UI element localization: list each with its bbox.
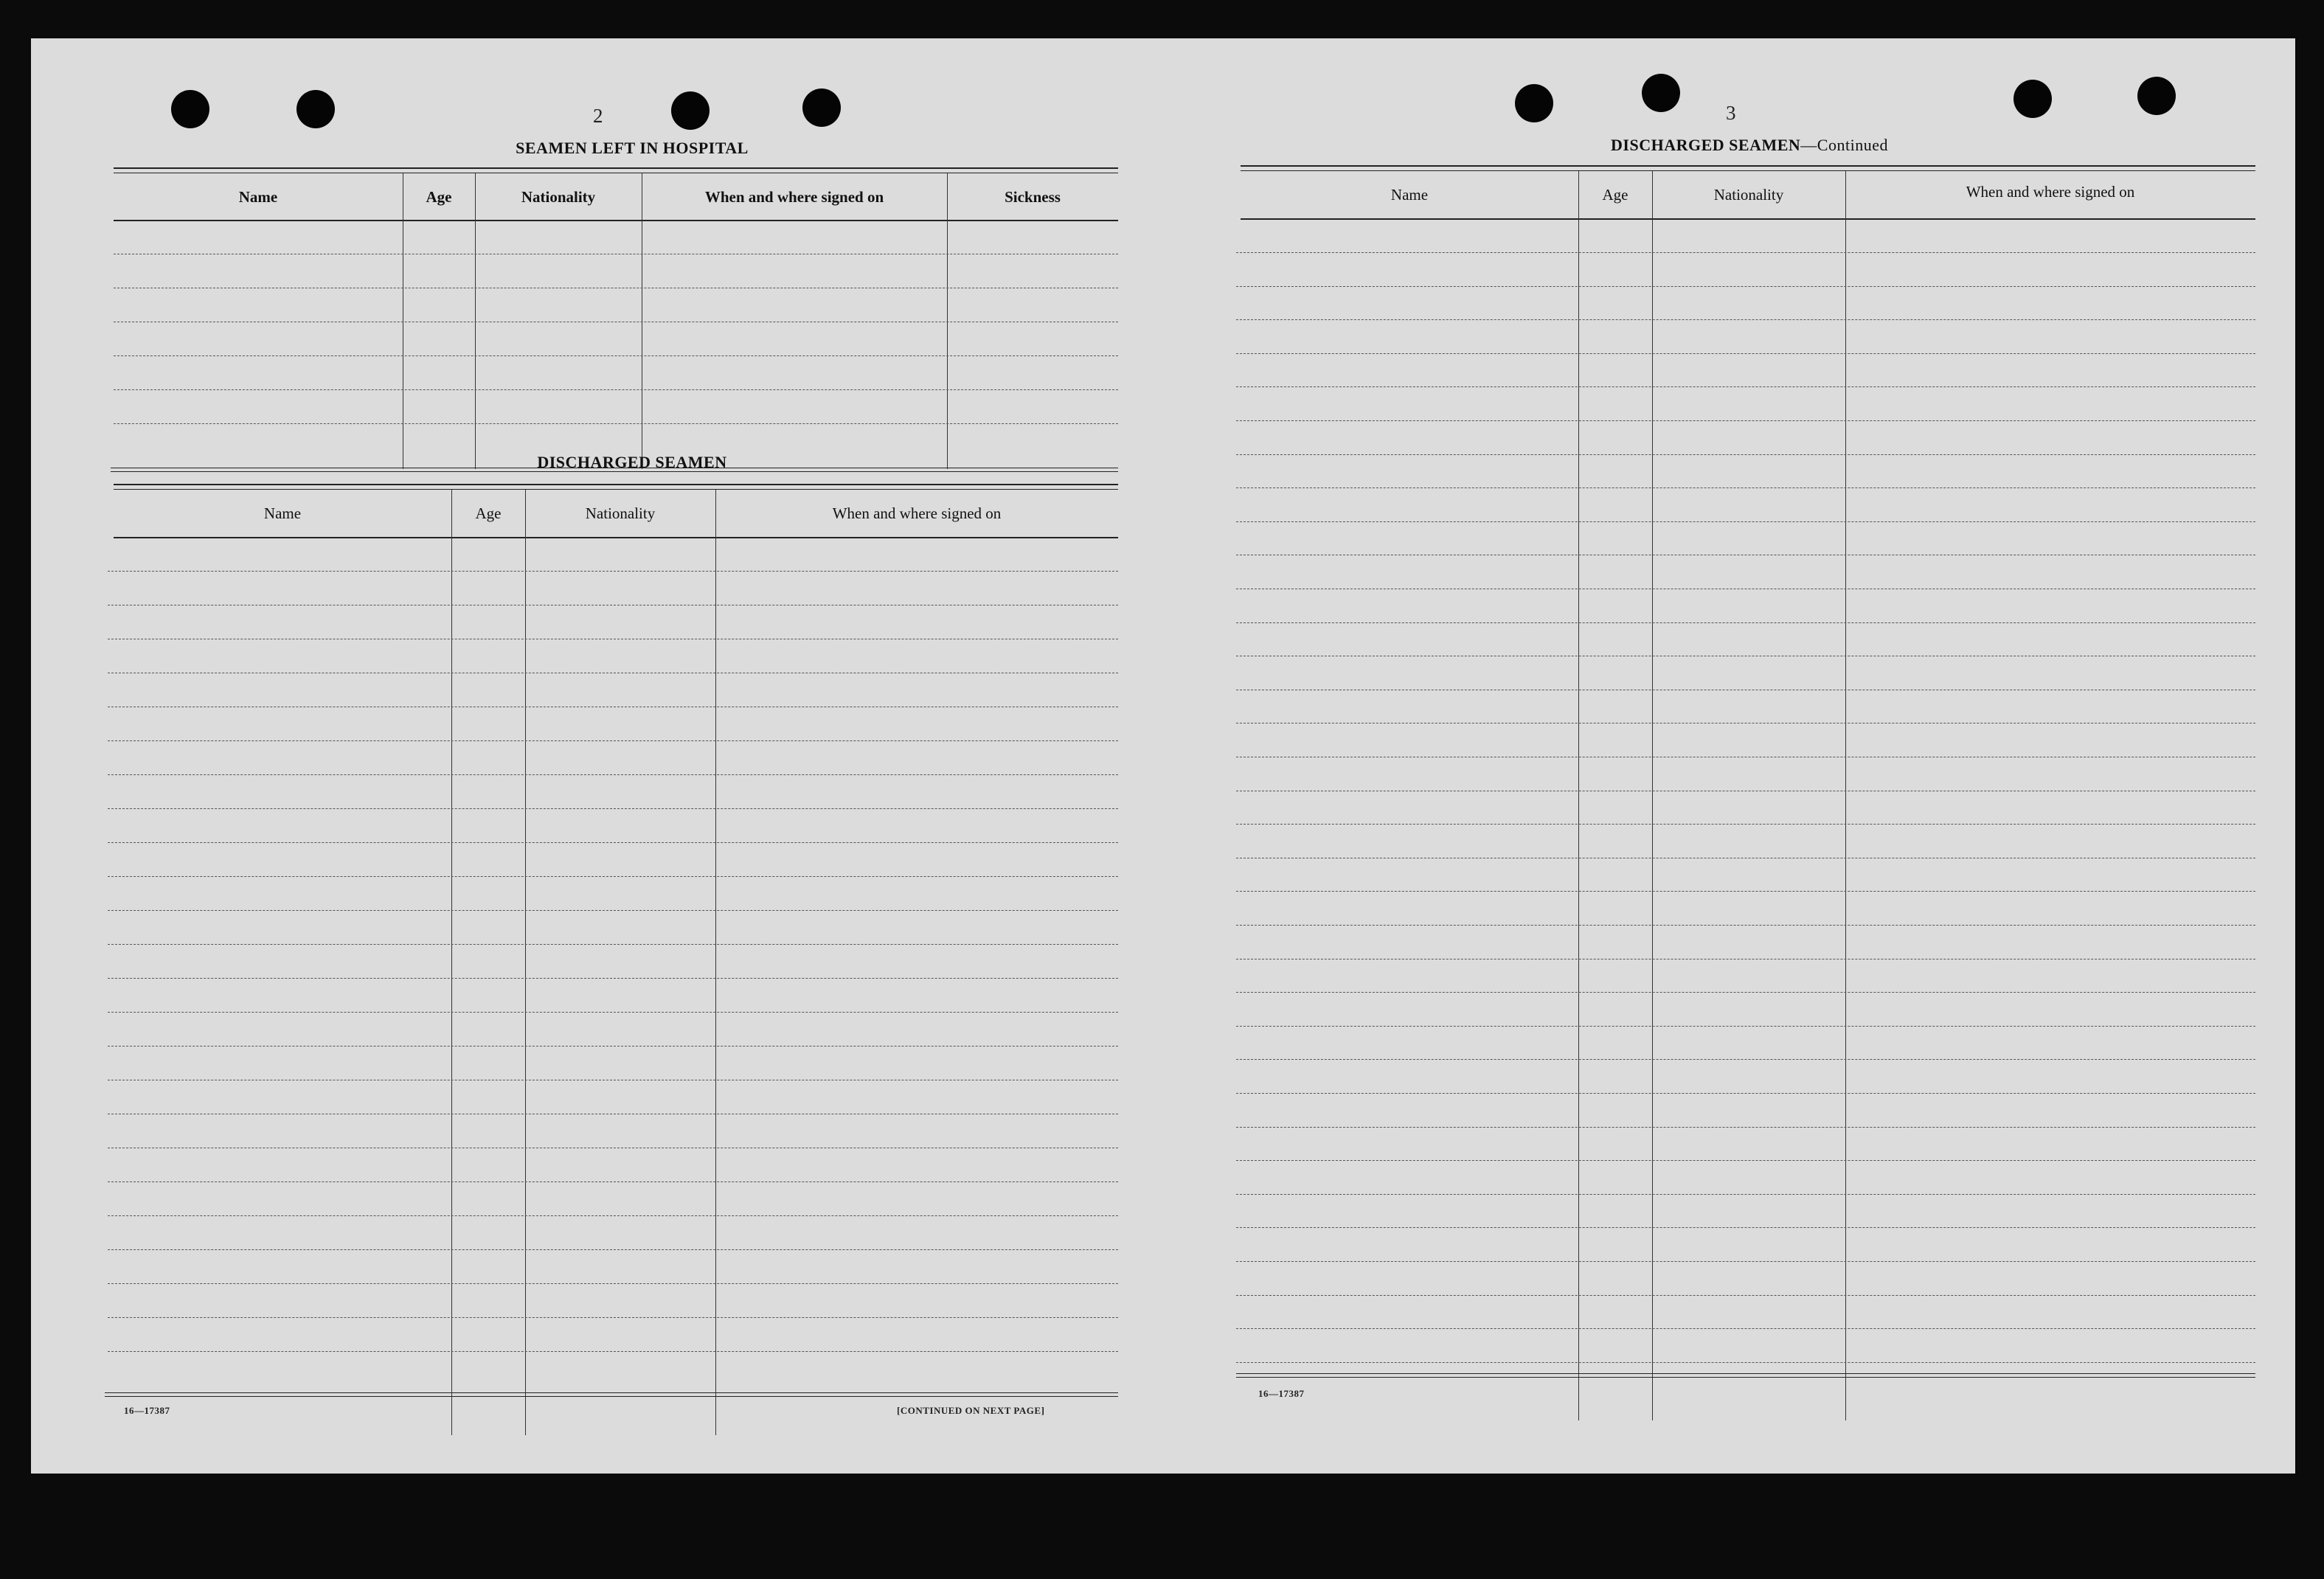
discharged-col-divider xyxy=(451,490,452,1435)
page-number-left: 2 xyxy=(593,105,603,127)
ruled-row-line xyxy=(1236,1026,2255,1027)
ruled-row-line xyxy=(1236,1227,2255,1228)
discharged-header-rule xyxy=(114,537,1118,538)
continued-note: [CONTINUED ON NEXT PAGE] xyxy=(897,1405,1045,1416)
discharged-col-signed-on: When and where signed on xyxy=(832,504,1002,522)
hospital-col-sickness: Sickness xyxy=(1005,188,1061,206)
right-section-title-suffix: —Continued xyxy=(1800,136,1888,154)
punch-hole xyxy=(171,90,209,128)
right-col-divider xyxy=(1845,171,1846,1420)
hospital-header-rule xyxy=(114,220,1118,221)
right-col-signed-on: When and where signed on xyxy=(1966,183,2135,201)
ruled-row-line xyxy=(114,389,1118,390)
ruled-row-line xyxy=(1236,1059,2255,1060)
ruled-row-line xyxy=(1236,1093,2255,1094)
right-header-rule xyxy=(1241,218,2255,220)
ruled-row-line xyxy=(1236,1160,2255,1161)
punch-hole xyxy=(296,90,335,128)
hospital-section-title: SEAMEN LEFT IN HOSPITAL xyxy=(516,139,749,157)
punch-hole xyxy=(802,89,841,127)
ruled-row-line xyxy=(1236,252,2255,253)
ruled-row-line xyxy=(108,1283,1118,1284)
ruled-row-line xyxy=(108,1215,1118,1216)
ruled-row-line xyxy=(108,876,1118,877)
ruled-row-line xyxy=(108,571,1118,572)
ruled-row-line xyxy=(1236,319,2255,320)
hospital-top-rule xyxy=(114,167,1118,173)
discharged-col-divider xyxy=(525,490,526,1435)
ruled-row-line xyxy=(108,808,1118,809)
discharged-col-age: Age xyxy=(475,504,502,522)
discharged-top-rule xyxy=(114,484,1118,490)
right-col-nationality: Nationality xyxy=(1713,186,1784,204)
form-code-right: 16—17387 xyxy=(1258,1388,1305,1399)
hospital-col-signed-on: When and where signed on xyxy=(704,188,884,206)
ruled-row-line xyxy=(1236,925,2255,926)
ruled-row-line xyxy=(1236,1127,2255,1128)
ruled-row-line xyxy=(108,1012,1118,1013)
discharged-col-name: Name xyxy=(263,504,302,522)
form-code-left: 16—17387 xyxy=(124,1405,170,1416)
ruled-row-line xyxy=(1236,891,2255,892)
ruled-row-line xyxy=(114,355,1118,356)
ruled-row-line xyxy=(108,842,1118,843)
ruled-row-line xyxy=(108,740,1118,741)
ruled-row-line xyxy=(108,1046,1118,1047)
right-bottom-rule xyxy=(1236,1373,2255,1378)
right-col-age: Age xyxy=(1602,186,1628,204)
ruled-row-line xyxy=(108,944,1118,945)
punch-hole xyxy=(671,91,710,130)
discharged-section-title: DISCHARGED SEAMEN xyxy=(537,453,727,471)
right-top-rule xyxy=(1241,165,2255,171)
right-col-divider xyxy=(1652,171,1653,1420)
page-number-right: 3 xyxy=(1726,102,1736,124)
ruled-row-line xyxy=(1236,1261,2255,1262)
ruled-row-line xyxy=(1236,454,2255,455)
hospital-col-nationality: Nationality xyxy=(521,188,596,206)
right-section-title xyxy=(1241,136,2258,155)
discharged-col-nationality: Nationality xyxy=(585,504,656,522)
ruled-row-line xyxy=(108,774,1118,775)
ruled-row-line xyxy=(1236,286,2255,287)
ruled-row-line xyxy=(108,910,1118,911)
ruled-row-line xyxy=(114,423,1118,424)
ruled-row-line xyxy=(108,1317,1118,1318)
hospital-col-name: Name xyxy=(238,188,278,206)
punch-hole xyxy=(1642,74,1680,112)
ruled-row-line xyxy=(1236,353,2255,354)
ruled-row-line xyxy=(108,978,1118,979)
ruled-row-line xyxy=(108,1181,1118,1182)
right-col-name: Name xyxy=(1390,186,1429,204)
ruled-row-line xyxy=(1236,622,2255,623)
ruled-row-line xyxy=(1236,1362,2255,1363)
right-section-title-main: DISCHARGED SEAMEN xyxy=(1611,136,1801,154)
hospital-col-age: Age xyxy=(426,188,452,206)
form-sheet xyxy=(31,38,2295,1474)
punch-hole xyxy=(2013,80,2052,118)
discharged-bottom-rule xyxy=(105,1392,1118,1397)
discharged-col-divider xyxy=(715,490,716,1435)
ruled-row-line xyxy=(1236,386,2255,387)
ruled-row-line xyxy=(1236,824,2255,825)
ruled-row-line xyxy=(1236,521,2255,522)
hospital-col-divider xyxy=(947,173,948,469)
hospital-col-divider xyxy=(475,173,476,469)
punch-hole xyxy=(2137,77,2176,115)
ruled-row-line xyxy=(108,1249,1118,1250)
right-col-divider xyxy=(1578,171,1579,1420)
ruled-row-line xyxy=(1236,1295,2255,1296)
ruled-row-line xyxy=(1236,487,2255,488)
ruled-row-line xyxy=(1236,1328,2255,1329)
ruled-row-line xyxy=(108,1351,1118,1352)
punch-hole xyxy=(1515,84,1553,122)
ruled-row-line xyxy=(1236,1194,2255,1195)
ruled-row-line xyxy=(1236,420,2255,421)
ruled-row-line xyxy=(1236,992,2255,993)
